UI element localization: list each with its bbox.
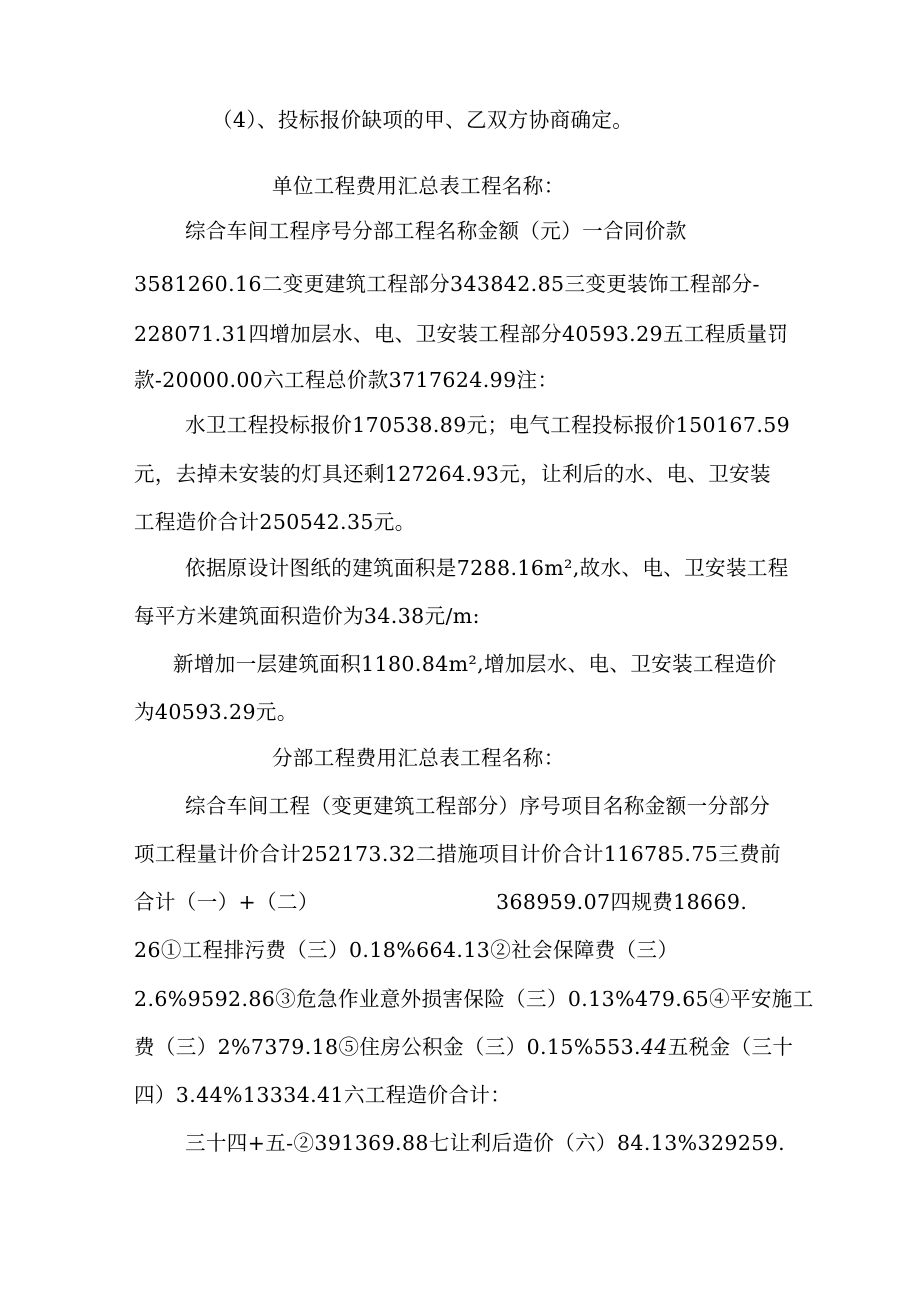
table1-line-2: 3581260.16二变更建筑工程部分343842.85三变更装饰工程部分- bbox=[134, 272, 760, 296]
table2-line-8: 三十四+五-②391369.88七让利后造价（六）84.13%329259. bbox=[185, 1131, 786, 1155]
table1-line-4: 款-20000.00六工程总价款3717624.99注： bbox=[134, 368, 559, 392]
table2-line-2: 项工程量计价合计252173.32二措施项目计价合计116785.75三费前 bbox=[134, 842, 781, 866]
table2-line-6-italic-digits: 44 bbox=[640, 1035, 668, 1059]
table2-line-1: 综合车间工程（变更建筑工程部分）序号项目名称金额一分部分 bbox=[185, 794, 771, 818]
table2-line-3-left: 合计（一）+（二） bbox=[134, 890, 319, 914]
table2-line-4: 26①工程排污费（三）0.18%664.13②社会保障费（三） bbox=[134, 938, 679, 962]
table2-line-5: 2.6%9592.86③危急作业意外损害保险（三）0.13%479.65④平安施工 bbox=[134, 987, 814, 1011]
table2-line-6-part-a: 费（三）2%7379.18⑤住房公积金（三）0.15%553. bbox=[134, 1035, 641, 1059]
table2-line-7: 四）3.44%13334.41六工程造价合计： bbox=[134, 1083, 512, 1107]
table1-line-3: 228071.31四增加层水、电、卫安装工程部分40593.29五工程质量罚 bbox=[134, 322, 789, 346]
table1-heading: 单位工程费用汇总表工程名称： bbox=[272, 174, 565, 198]
note-para3-line-2: 为40593.29元。 bbox=[134, 700, 298, 724]
note-para1-line-1: 水卫工程投标报价170538.89元；电气工程投标报价150167.59 bbox=[185, 413, 791, 437]
table2-line-6-part-c: 五税金（三十 bbox=[667, 1035, 794, 1059]
table2-line-3-right: 368959.07四规费18669. bbox=[496, 890, 748, 914]
table2-line-6 bbox=[134, 1034, 793, 1060]
note-para1-line-2: 元，去掉未安装的灯具还剩127264.93元，让利后的水、电、卫安装 bbox=[134, 462, 771, 486]
note-para2-line-1: 依据原设计图纸的建筑面积是7288.16m²,故水、电、卫安装工程 bbox=[185, 556, 789, 580]
table1-line-1: 综合车间工程序号分部工程名称金额（元）一合同价款 bbox=[185, 219, 687, 243]
item-4-text: （4）、投标报价缺项的甲、乙双方协商确定。 bbox=[212, 108, 634, 132]
note-para2-line-2: 每平方米建筑面积造价为34.38元/m: bbox=[134, 604, 480, 628]
note-para1-line-3: 工程造价合计250542.35元。 bbox=[134, 510, 416, 534]
table2-heading: 分部工程费用汇总表工程名称： bbox=[272, 746, 565, 770]
note-para3-line-1: 新增加一层建筑面积1180.84m²,增加层水、电、卫安装工程造价 bbox=[173, 652, 777, 676]
